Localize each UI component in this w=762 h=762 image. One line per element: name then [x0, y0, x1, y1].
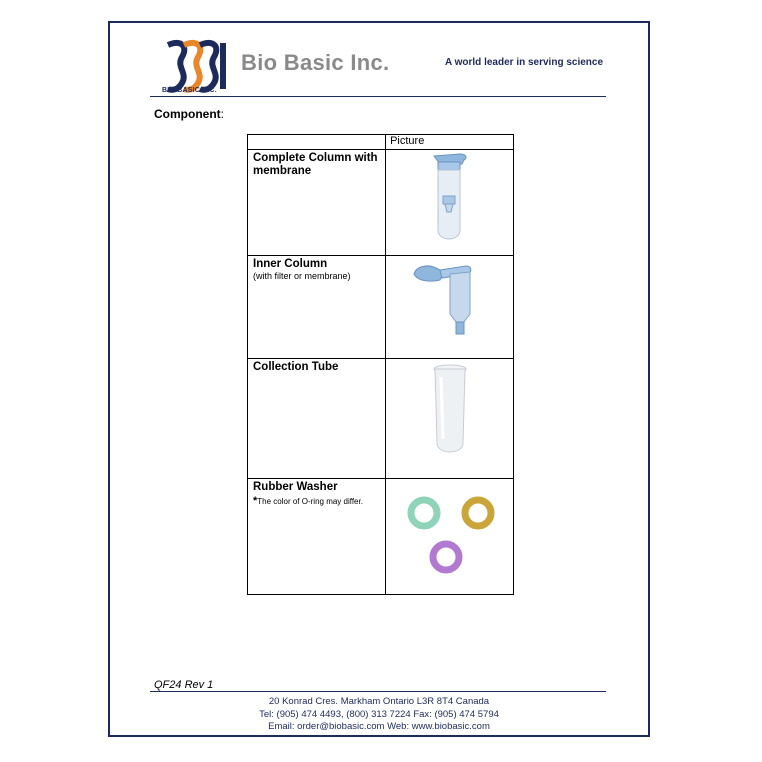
inner-column-image	[410, 256, 490, 346]
picture-cell	[386, 479, 514, 595]
component-name: Complete Column with membrane	[253, 152, 378, 177]
section-label	[154, 107, 224, 121]
footer-address: 20 Konrad Cres. Markham Ontario L3R 8T4 Canada	[268, 696, 490, 707]
collection-tube-image	[425, 359, 475, 459]
table-row	[248, 150, 514, 256]
picture-cell	[386, 150, 514, 256]
table-header-name	[248, 135, 386, 150]
component-name: Collection Tube	[253, 361, 339, 373]
tagline: A world leader in serving science	[445, 57, 604, 68]
note-text: The color of O-ring may differ.	[257, 497, 363, 506]
component-cell	[248, 256, 386, 359]
section-label-text: Component	[154, 107, 221, 121]
component-cell	[248, 150, 386, 256]
revision-label: QF24 Rev 1	[154, 679, 214, 691]
footer-phone: Tel: (905) 474 4493, (800) 313 7224 Fax: (905) 474 5794	[259, 709, 499, 720]
company-name: Bio Basic Inc.	[241, 50, 390, 75]
footer-contact: Email: order@biobasic.com Web: www.biobasic.com	[268, 721, 490, 732]
table-header-picture: Picture	[386, 135, 514, 150]
rubber-washer-image	[390, 479, 510, 589]
document-page	[108, 21, 650, 737]
component-note	[248, 494, 385, 509]
table-header-row	[248, 135, 514, 150]
component-cell	[248, 479, 386, 595]
logo-caption: BIO BASIC INC.	[162, 87, 217, 94]
complete-column-image	[420, 150, 480, 250]
footer-divider	[150, 691, 606, 692]
note-star: *	[253, 495, 258, 507]
section-label-colon: :	[220, 107, 224, 121]
table-row	[248, 256, 514, 359]
picture-cell	[386, 256, 514, 359]
green-washer	[411, 500, 437, 526]
component-subtitle: (with filter or membrane)	[253, 271, 351, 281]
gold-washer	[465, 500, 491, 526]
table-row	[248, 479, 514, 595]
component-name: Inner Column	[253, 258, 328, 270]
component-name: Rubber Washer	[253, 481, 338, 493]
component-table	[247, 134, 514, 595]
picture-cell	[386, 359, 514, 479]
purple-washer	[433, 544, 459, 570]
header-divider	[150, 96, 606, 97]
table-row	[248, 359, 514, 479]
component-cell	[248, 359, 386, 479]
